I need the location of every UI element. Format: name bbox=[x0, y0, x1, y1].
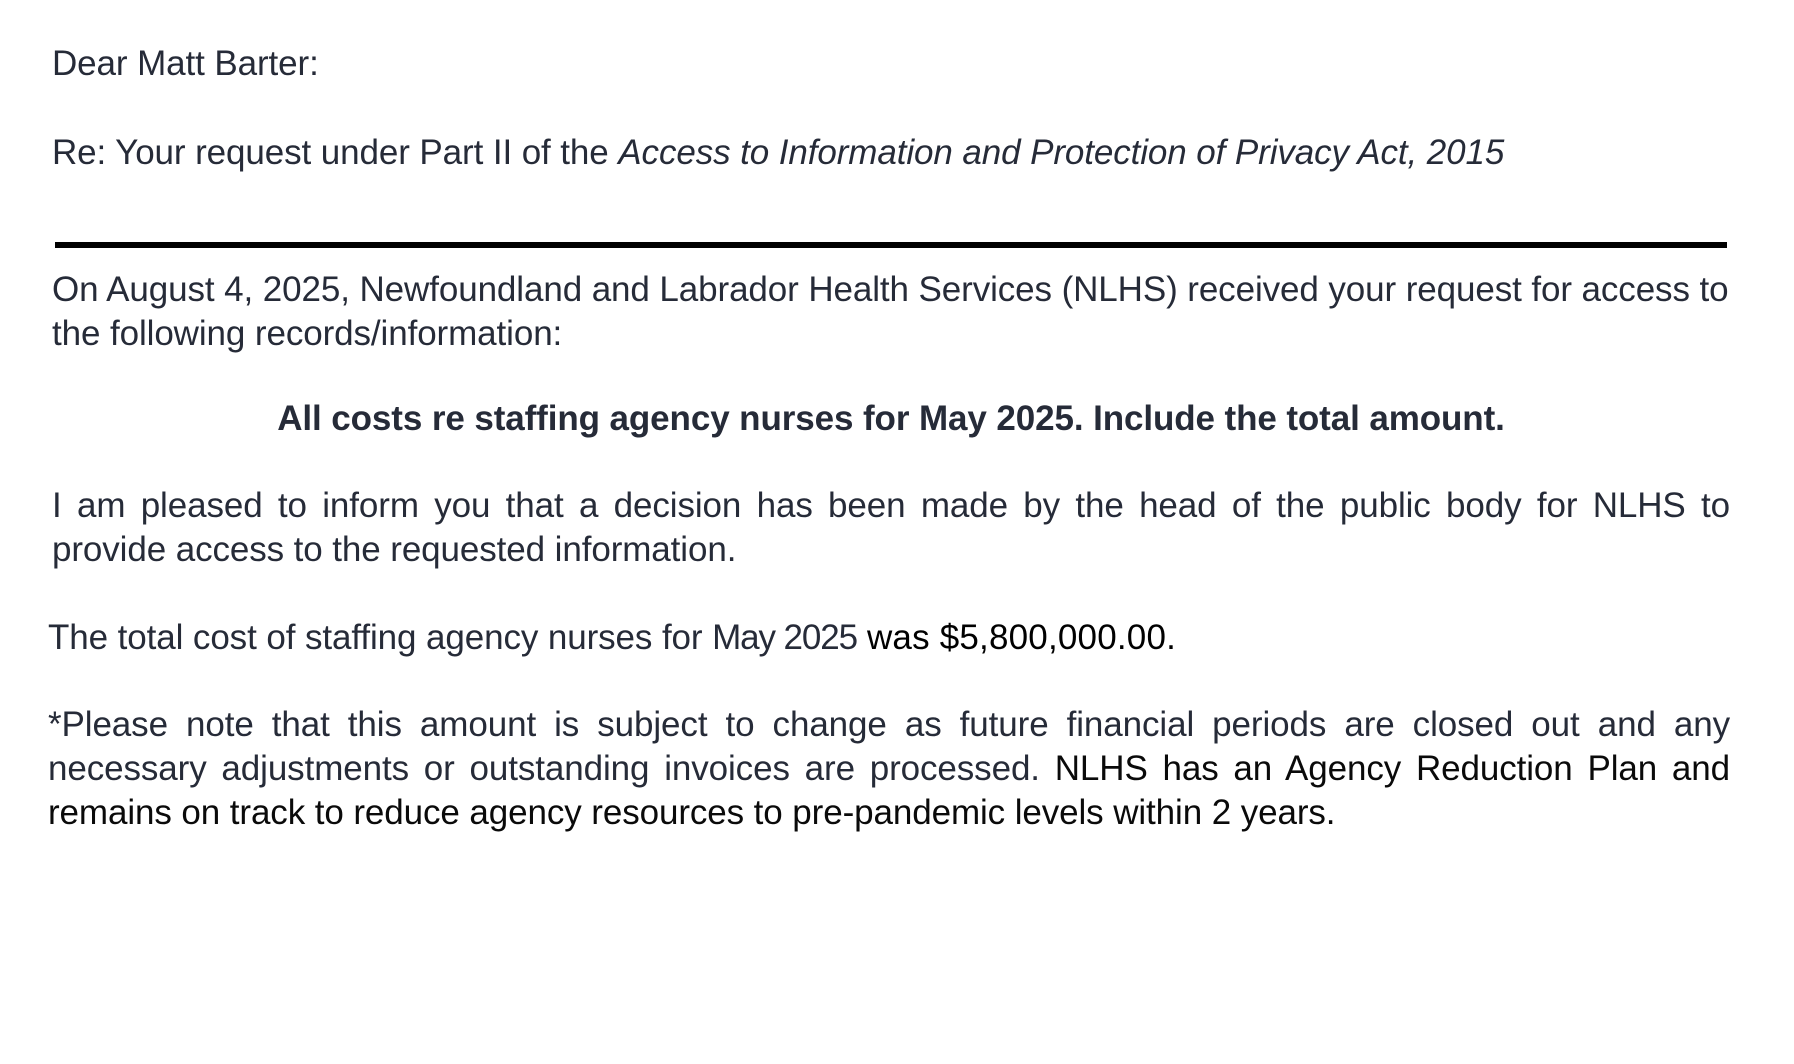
requested-records-text: All costs re staffing agency nurses for May 2025. Include the total amount. bbox=[277, 399, 1505, 438]
paragraph-disclaimer-note bbox=[48, 703, 1730, 835]
total-amount-value: was $5,800,000.00. bbox=[857, 618, 1177, 657]
total-cost-prefix: The total cost of staffing agency nurses for bbox=[48, 618, 713, 657]
horizontal-divider bbox=[55, 242, 1727, 248]
reporting-period-value: May 2025 bbox=[712, 618, 858, 657]
legislation-title: Access to Information and Protection of Privacy Act, 2015 bbox=[618, 133, 1505, 172]
salutation-line: Dear Matt Barter: bbox=[52, 44, 319, 83]
subject-line bbox=[52, 131, 1752, 175]
paragraph-request-received: On August 4, 2025, Newfoundland and Labrador Health Services (NLHS) received your request for access to the following records/information: bbox=[52, 270, 1729, 353]
paragraph-total-cost bbox=[48, 616, 1748, 660]
disclaimer-second-sentence: NLHS has an Agency Reduction Plan and remains on track to reduce agency resources to pre-pandemic levels within 2 years. bbox=[48, 749, 1730, 832]
paragraph-decision: I am pleased to inform you that a decision has been made by the head of the public body for NLHS to provide access to the requested information. bbox=[52, 486, 1730, 569]
disclaimer-first-sentence: *Please note that this amount is subject to change as future financial periods are closed out and any necessary adjustments or outstanding invoices are processed. bbox=[48, 705, 1730, 788]
subject-prefix: Re: Your request under Part II of the bbox=[52, 133, 619, 172]
